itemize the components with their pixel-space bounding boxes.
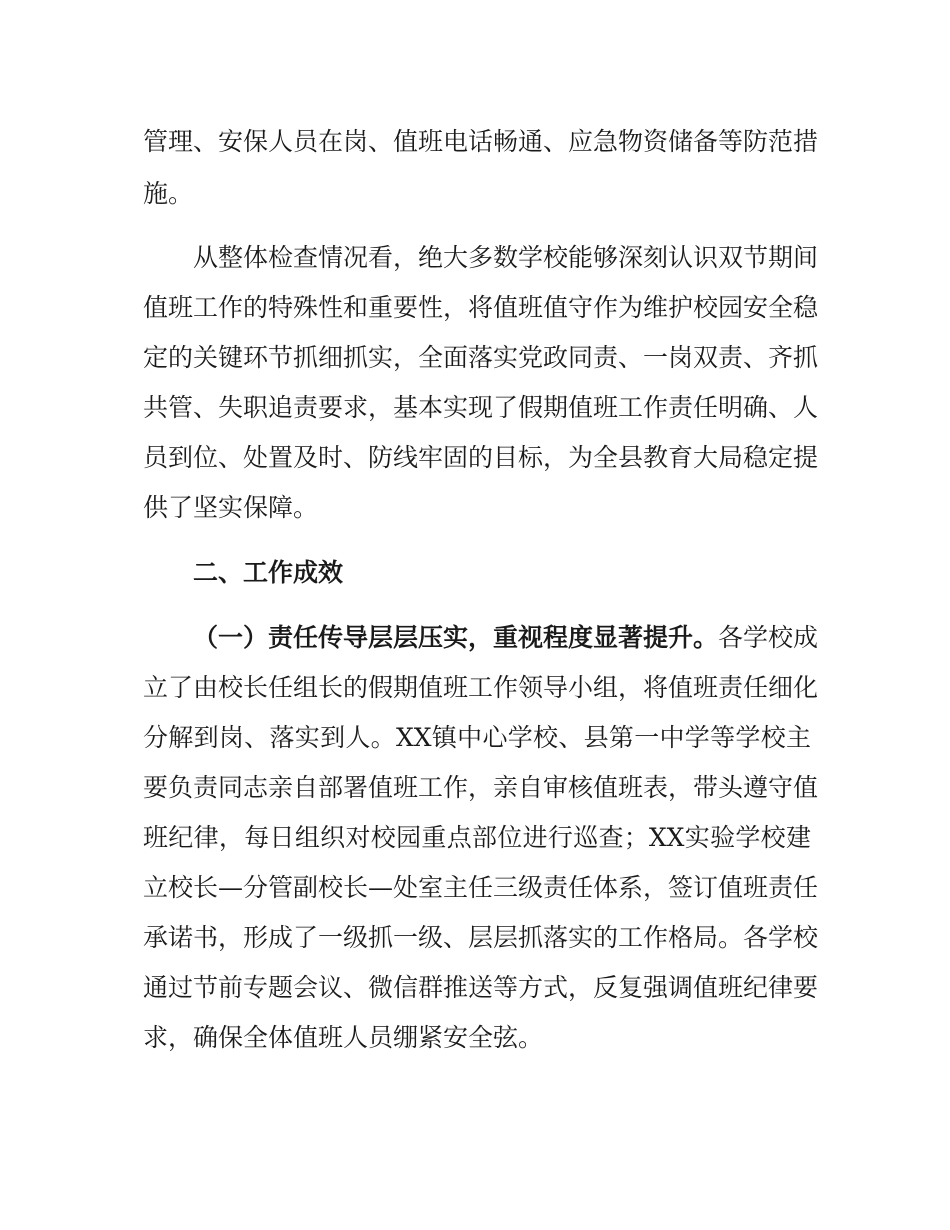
paragraph-1-line-1: 管理、安保人员在岗、值班电话畅通、应急物资储备等防范措 [143, 127, 819, 156]
paragraph-3-line-2: 立了由校长任组长的假期值班工作领导小组，将值班责任细化 [143, 673, 819, 702]
paragraph-3-line-1 [193, 620, 819, 656]
paragraph-3-line-4: 要负责同志亲自部署值班工作，亲自审核值班表，带头遵守值 [143, 773, 819, 802]
paragraph-3-lead-rest: 各学校成 [718, 623, 819, 652]
section-heading: 二、工作成效 [193, 558, 344, 587]
paragraph-3-line-7: 承诺书，形成了一级抓一级、层层抓落实的工作格局。各学校 [143, 923, 819, 952]
paragraph-1-line-2: 施。 [143, 179, 194, 208]
paragraph-2-line-2: 值班工作的特殊性和重要性，将值班值守作为维护校园安全稳 [143, 293, 819, 322]
paragraph-3-lead-bold: （一）责任传导层层压实，重视程度显著提升。 [193, 623, 719, 652]
paragraph-3-line-8: 通过节前专题会议、微信群推送等方式，反复强调值班纪律要 [143, 973, 819, 1002]
paragraph-3-line-5: 班纪律，每日组织对校园重点部位进行巡查；XX实验学校建 [143, 823, 811, 852]
paragraph-2-line-6: 供了坚实保障。 [143, 493, 319, 522]
paragraph-2-line-5: 员到位、处置及时、防线牢固的目标，为全县教育大局稳定提 [143, 443, 819, 472]
paragraph-2-line-4: 共管、失职追责要求，基本实现了假期值班工作责任明确、人 [143, 393, 819, 422]
paragraph-3-line-6: 立校长—分管副校长—处室主任三级责任体系，签订值班责任 [143, 873, 819, 902]
paragraph-2-line-1: 从整体检查情况看，绝大多数学校能够深刻认识双节期间 [193, 243, 819, 272]
paragraph-3-line-9: 求，确保全体值班人员绷紧安全弦。 [143, 1023, 544, 1052]
paragraph-2-line-3: 定的关键环节抓细抓实，全面落实党政同责、一岗双责、齐抓 [143, 343, 819, 372]
paragraph-3-line-3: 分解到岗、落实到人。XX镇中心学校、县第一中学等学校主 [143, 723, 811, 752]
